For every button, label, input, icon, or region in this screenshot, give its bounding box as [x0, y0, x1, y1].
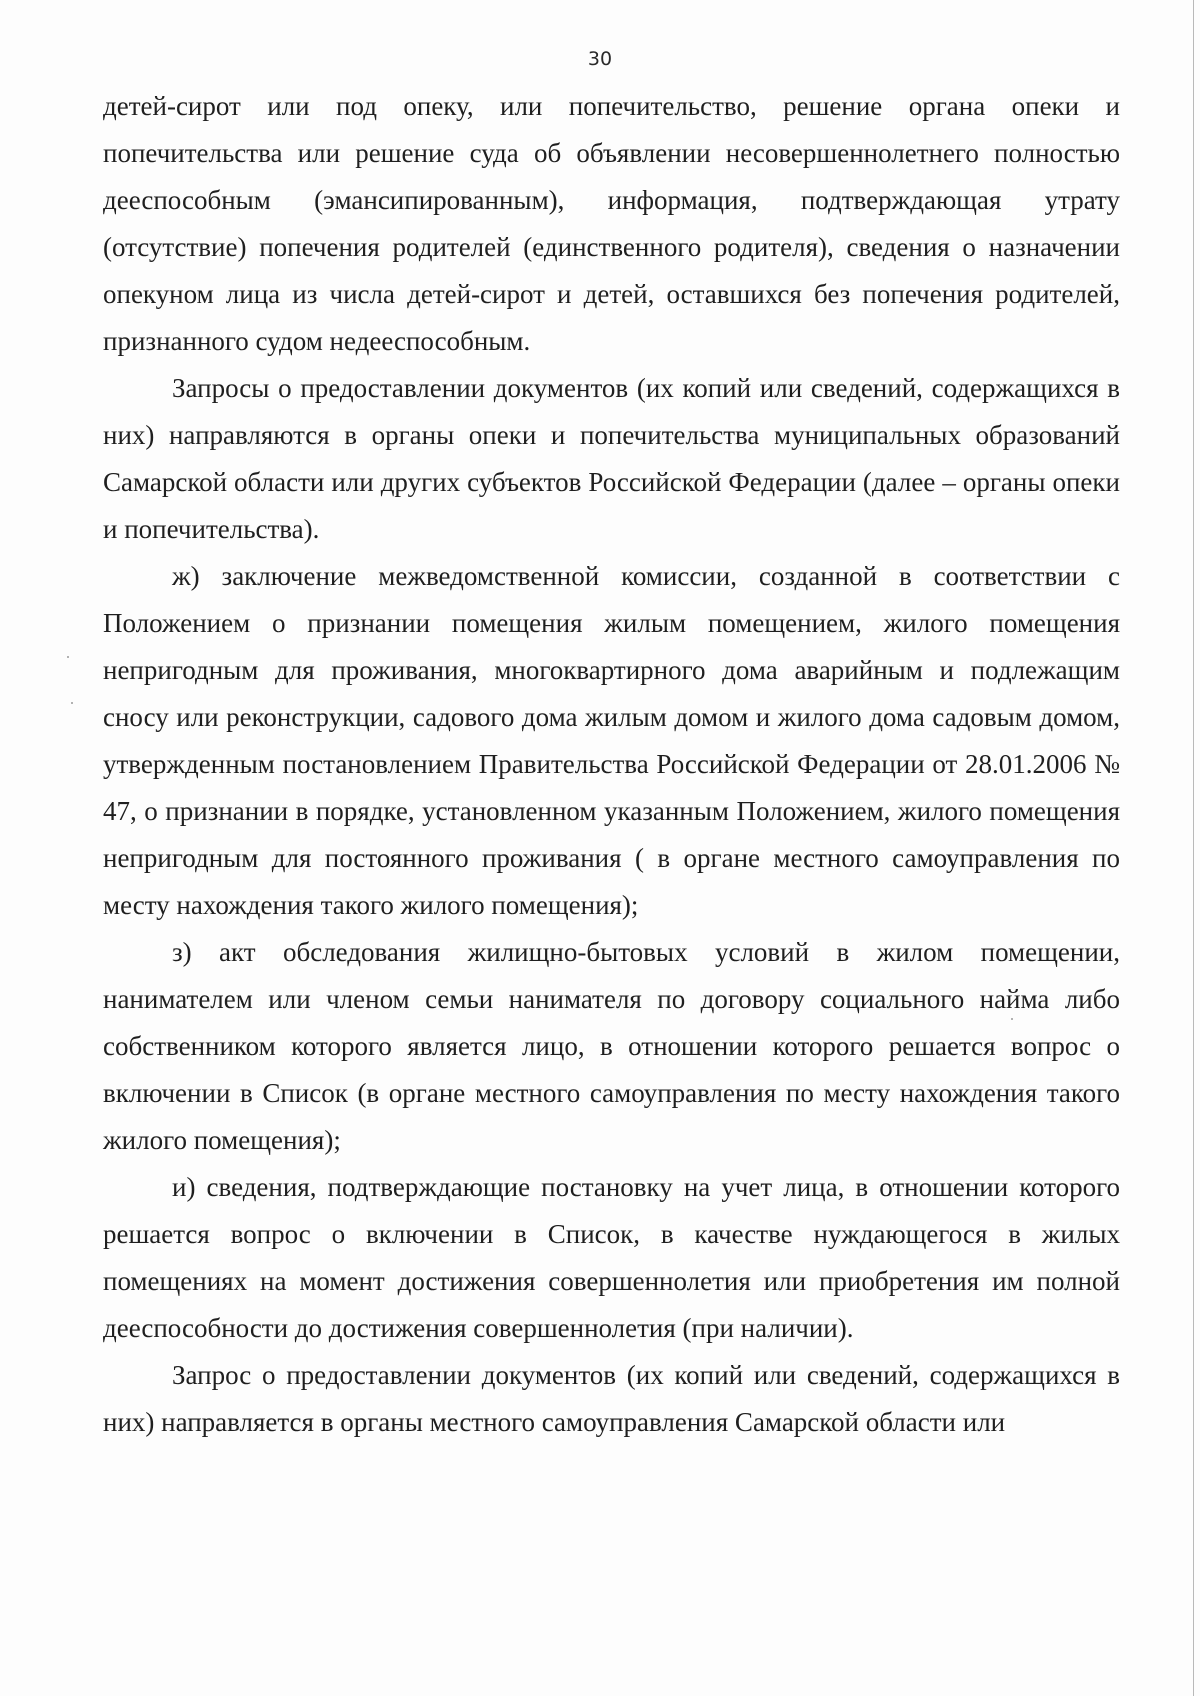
- scan-edge-line: [1193, 0, 1194, 1696]
- document-body: [103, 83, 1120, 1446]
- paragraph-continuation: детей-сирот или под опеку, или попечительство, решение органа опеки и попечительства или решение суда об объявлении несовершеннолетнего полностью дееспособным (эмансипированным), информация, подтверждающая утрату (отсутствие) попечения родителей (единственного родителя), сведения о назначении опекуном лица из числа детей-сирот и детей, оставшихся без попечения родителей, признанного судом недееспособным.: [103, 91, 1120, 356]
- paragraph-item-i: и) сведения, подтверждающие постановку на учет лица, в отношении которого решается вопрос о включении в Список, в качестве нуждающегося в жилых помещениях на момент достижения совершеннолетия или приобретения им полной дееспособности до достижения совершеннолетия (при наличии).: [103, 1172, 1120, 1343]
- paragraph-item-z: з) акт обследования жилищно-бытовых условий в жилом помещении, нанимателем или членом семьи нанимателя по договору социального найма либо собственником которого является лицо, в отношении которого решается вопрос о включении в Список (в органе местного самоуправления по месту нахождения такого жилого помещения);: [103, 937, 1120, 1155]
- page-number: 30: [587, 48, 613, 70]
- paragraph-item-zh: ж) заключение межведомственной комиссии, созданной в соответствии с Положением о признании помещения жилым помещением, жилого помещения непригодным для проживания, многоквартирного дома аварийным и подлежащим сносу или реконструкции, садового дома жилым домом и жилого дома садовым домом, утвержденным постановлением Правительства Российской Федерации от 28.01.2006 № 47, о признании в порядке, установленном указанным Положением, жилого помещения непригодным для постоянного проживания ( в органе местного самоуправления по месту нахождения такого жилого помещения);: [103, 561, 1120, 920]
- paragraph-request-local-government: Запрос о предоставлении документов (их копий или сведений, содержащихся в них) направляется в органы местного самоуправления Самарской области или: [103, 1360, 1120, 1437]
- scan-speck: [71, 702, 73, 704]
- scan-speck: [67, 656, 69, 658]
- paragraph-requests-guardianship: Запросы о предоставлении документов (их копий или сведений, содержащихся в них) направляются в органы опеки и попечительства муниципальных образований Самарской области или других субъектов Российской Федерации (далее – органы опеки и попечительства).: [103, 373, 1120, 544]
